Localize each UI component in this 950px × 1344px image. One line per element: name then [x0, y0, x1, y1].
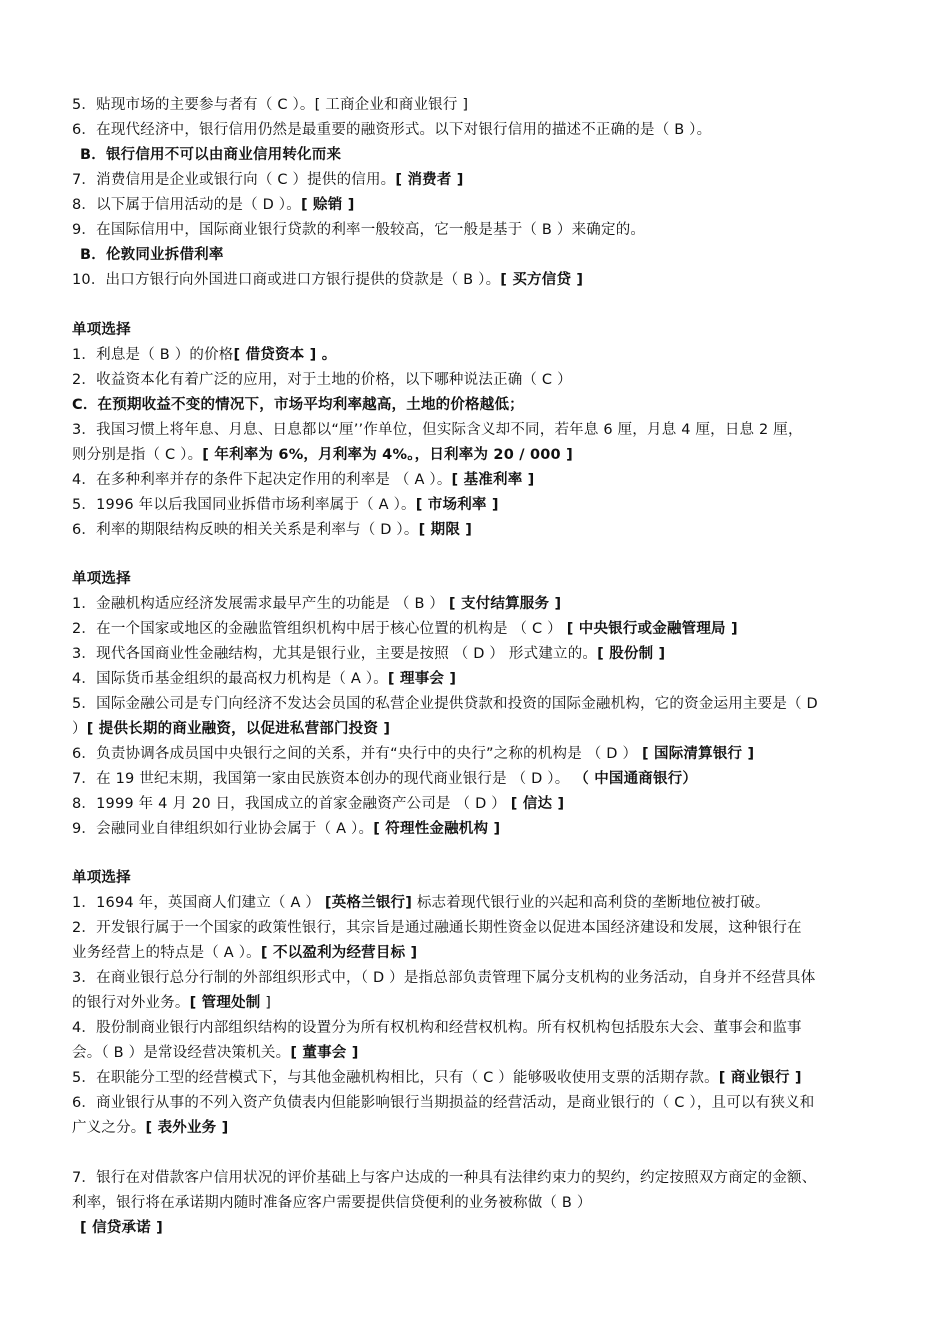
text: 利率，银行将在承诺期内随时准备应客户需要提供信贷便利的业务被称做（ B ） — [72, 1195, 592, 1211]
text-line — [72, 744, 754, 764]
bold-text: [ 表外业务 ] — [145, 1120, 229, 1136]
text: 会。（ B ）是常设经营决策机关。 — [72, 1045, 291, 1061]
text: 6．在现代经济中，银行信用仍然是最重要的融资形式。以下对银行信用的描述不正确的是（ B ）。 — [72, 122, 712, 138]
text-line — [72, 470, 534, 490]
bold-text: [ 理事会 ] — [387, 671, 457, 687]
text-line — [72, 993, 271, 1013]
text-line — [72, 220, 645, 240]
text: ） — [72, 721, 87, 737]
text: 5．1996 年以后我国同业拆借市场利率属于（ A ）。 — [72, 497, 416, 513]
text: 4．股份制商业银行内部组织结构的设置分为所有权机构和经营权机构。所有权机构包括股东大会、董事会和监事 — [72, 1020, 802, 1036]
text-line — [72, 170, 464, 190]
bold-text: [ 借贷资本 ] 。 — [233, 347, 337, 363]
bold-text: [ 提供长期的商业融资，以促进私营部门投资 ] — [86, 721, 391, 737]
bold-text: [ 期限 ] — [418, 522, 473, 538]
text: 4．国际货币基金组织的最高权力机构是（ A ）。 — [72, 671, 388, 687]
bold-text: [ 消费者 ] — [395, 172, 464, 188]
text: 6．负责协调各成员国中央银行之间的关系，并有“央行中的央行”之称的机构是 （ D ） — [72, 746, 642, 762]
text: 8．以下属于信用活动的是（ D ）。 — [72, 197, 301, 213]
text-line — [72, 893, 770, 913]
text: 2．在一个国家或地区的金融监管组织机构中居于核心位置的机构是 （ C ） — [72, 621, 567, 637]
bold-text: [ 国际清算银行 ] — [641, 746, 755, 762]
bold-text: [ 年利率为 6%，月利率为 4%。，日利率为 20 / 000 ] — [202, 447, 573, 463]
text-line — [72, 719, 390, 739]
bold-text: [ 买方信贷 ] — [500, 272, 584, 288]
text: 2．收益资本化有着广泛的应用，对于土地的价格，以下哪种说法正确（ C ） — [72, 372, 572, 388]
text: 3．现代各国商业性金融结构，尤其是银行业，主要是按照 （ D ） 形式建立的。 — [72, 646, 598, 662]
bold-text: B．银行信用不可以由商业信用转化而来 — [80, 147, 342, 163]
text-line — [72, 669, 456, 689]
answer-line — [80, 145, 341, 165]
text-line — [72, 594, 561, 614]
text: ] — [260, 995, 272, 1011]
text: 广义之分。 — [72, 1120, 146, 1136]
bold-text: [ 不以盈利为经营目标 ] — [260, 945, 418, 961]
text-line — [72, 968, 815, 988]
answer-line — [72, 395, 524, 415]
bold-text: [ 信贷承诺 ] — [80, 1220, 163, 1236]
text: 1．利息是（ B ）的价格 — [72, 347, 234, 363]
text-line — [72, 420, 803, 440]
text: 3．我国习惯上将年息、月息、日息都以“厘’’作单位，但实际含义却不同，若年息 6 厘，月息 4 厘，日息 2 厘， — [72, 422, 803, 438]
bold-text: [ 商业银行 ] — [718, 1070, 802, 1086]
text-line — [72, 495, 499, 515]
text: 业务经营上的特点是（ A ）。 — [72, 945, 261, 961]
text: 标志着现代银行业的兴起和高利贷的垄断地位被打破。 — [412, 895, 770, 911]
bold-text: [ 中央银行或金融管理局 ] — [566, 621, 738, 637]
text-line — [72, 345, 336, 365]
text: 4．在多种利率并存的条件下起决定作用的利率是 （ A ）。 — [72, 472, 452, 488]
text-line — [72, 918, 802, 938]
answer-line — [80, 245, 224, 265]
bold-text: 单项选择 — [72, 322, 131, 338]
text-line — [72, 1043, 359, 1063]
text-line — [72, 1018, 802, 1038]
text-line — [72, 819, 500, 839]
bold-text: [ 信达 ] — [510, 796, 565, 812]
text-line — [72, 370, 572, 390]
bold-text: [ 董事会 ] — [290, 1045, 359, 1061]
text-line — [72, 520, 472, 540]
text: 3．在商业银行总分行制的外部组织形式中，（ D ）是指总部负责管理下属分支机构的业务活动，自身并不经营具体 — [72, 970, 816, 986]
text-line — [72, 943, 417, 963]
text: 5．在职能分工型的经营模式下，与其他金融机构相比，只有（ C ）能够吸收使用支票的活期存款。 — [72, 1070, 719, 1086]
text: 8．1999 年 4 月 20 日，我国成立的首家金融资产公司是 （ D ） — [72, 796, 511, 812]
text-line — [72, 95, 468, 115]
section-heading — [72, 569, 131, 589]
text-line — [72, 195, 355, 215]
text: 6．利率的期限结构反映的相关关系是利率与（ D ）。 — [72, 522, 419, 538]
text: 则分别是指（ C ）。 — [72, 447, 203, 463]
text-line — [72, 270, 583, 290]
bold-text: [ 符理性金融机构 ] — [373, 821, 501, 837]
text-line — [72, 794, 564, 814]
text: 的银行对外业务。 — [72, 995, 190, 1011]
text: 7．银行在对借款客户信用状况的评价基础上与客户达成的一种具有法律约束力的契约，约定按照双方商定的金额、 — [72, 1170, 817, 1186]
text-line — [72, 1093, 814, 1113]
bold-text: [ 管理处制 — [189, 995, 261, 1011]
bold-text: [英格兰银行] — [324, 895, 413, 911]
text: 7．在 19 世纪末期，我国第一家由民族资本创办的现代商业银行是 （ D ）。 — [72, 771, 575, 787]
text-line — [72, 644, 665, 664]
text: 2．开发银行属于一个国家的政策性银行，其宗旨是通过融通长期性资金以促进本国经济建设和发展，这种银行在 — [72, 920, 802, 936]
text-line — [72, 1168, 816, 1188]
answer-line — [80, 1218, 163, 1238]
text-line — [72, 445, 573, 465]
text: 7．消费信用是企业或银行向（ C ）提供的信用。 — [72, 172, 396, 188]
bold-text: 单项选择 — [72, 571, 131, 587]
bold-text: [ 支付结算服务 ] — [448, 596, 562, 612]
text: 1．1694 年，英国商人们建立（ A ） — [72, 895, 325, 911]
bold-text: B．伦敦同业拆借利率 — [80, 247, 224, 263]
text-line — [72, 120, 711, 140]
text-line — [72, 1193, 592, 1213]
text: 6．商业银行从事的不列入资产负债表内但能影响银行当期损益的经营活动，是商业银行的（ C ），且可以有狭义和 — [72, 1095, 815, 1111]
text-line — [72, 619, 738, 639]
bold-text: 单项选择 — [72, 870, 131, 886]
text: 5．国际金融公司是专门向经济不发达会员国的私营企业提供贷款和投资的国际金融机构，它的资金运用主要是（ D — [72, 696, 818, 712]
section-heading — [72, 320, 131, 340]
text: 9．在国际信用中，国际商业银行贷款的利率一般较高，它一般是基于（ B ）来确定的。 — [72, 222, 646, 238]
bold-text: [ 市场利率 ] — [415, 497, 499, 513]
text-line — [72, 1118, 228, 1138]
text: 1．金融机构适应经济发展需求最早产生的功能是 （ B ） — [72, 596, 449, 612]
section-heading — [72, 868, 131, 888]
text: 10．出口方银行向外国进口商或进口方银行提供的贷款是（ B ）。 — [72, 272, 501, 288]
text: 5．贴现市场的主要参与者有（ C ）。[ 工商企业和商业银行 ] — [72, 97, 469, 113]
text-line — [72, 1068, 802, 1088]
text-line — [72, 769, 697, 789]
text: 9．会融同业自律组织如行业协会属于（ A ）。 — [72, 821, 374, 837]
bold-text: C．在预期收益不变的情况下，市场平均利率越高，土地的价格越低； — [72, 397, 524, 413]
bold-text: [ 赊销 ] — [300, 197, 355, 213]
bold-text: [ 基准利率 ] — [451, 472, 535, 488]
bold-text: （ 中国通商银行） — [574, 771, 698, 787]
text-line — [72, 694, 818, 714]
bold-text: [ 股份制 ] — [597, 646, 666, 662]
